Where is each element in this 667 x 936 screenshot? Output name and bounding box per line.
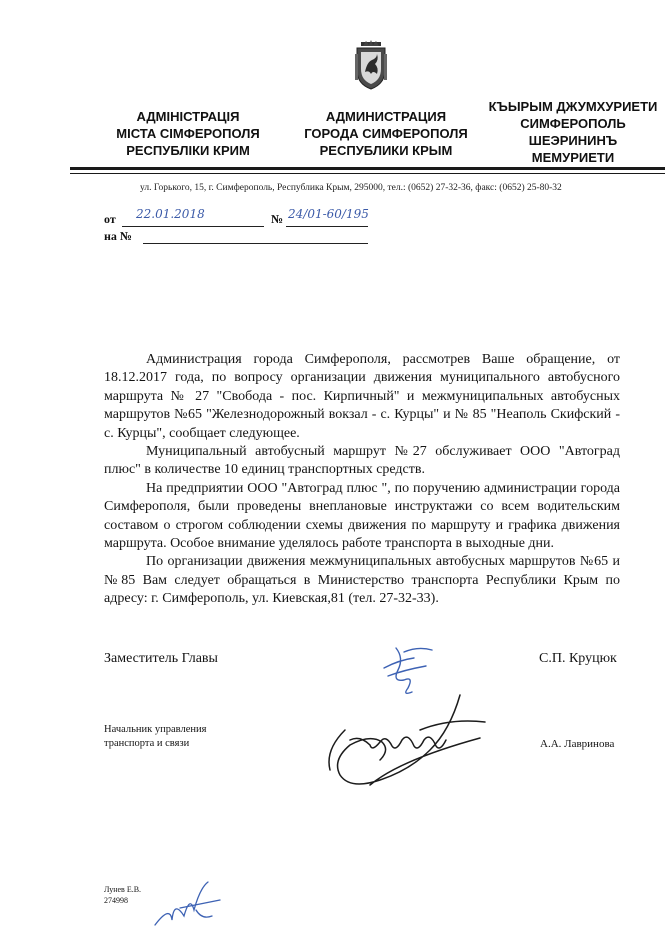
reply-label: на № (104, 229, 132, 243)
header-divider-thin (70, 173, 665, 174)
coat-of-arms-icon (353, 40, 389, 90)
header-center-line-3: РЕСПУБЛИКИ КРЫМ (319, 143, 453, 158)
header-divider-thick (70, 167, 665, 170)
executor-name: Лунев Е.В. (104, 885, 142, 894)
header-center-line-1: АДМИНИСТРАЦИЯ (325, 109, 447, 124)
number-label: № (271, 212, 284, 226)
header-right-line-4: МЕМУРИЕТИ (531, 150, 615, 165)
executor-block (104, 884, 141, 906)
header-right-line-3: ШЕЭРИНИНЪ (528, 133, 618, 148)
deputy-name: С.П. Круцюк (539, 651, 617, 666)
body-paragraph-1: Администрация города Симферополя, рассмотрев Ваше обращение, от 18.12.2017 года, по вопросу организации движения муниципального автобусного маршрута № 27 "Свобода - пос. Кирпичный" и межмуниципальных автобусных маршрутов №65 "Железнодорожный вокзал - с. Курцы" и № 85 "Неаполь Скифский - с. Курцы", сообщает следующее. (104, 352, 620, 441)
reply-field-line (143, 228, 368, 244)
head-signature-icon (310, 690, 500, 800)
number-handwritten: 24/01-60/195 (288, 207, 369, 221)
head-title (104, 723, 206, 751)
deputy-title: Заместитель Главы (104, 651, 218, 666)
head-title-line-2: транспорта и связи (104, 738, 190, 749)
body-paragraph-4: По организации движения межмуниципальных автобусных маршрутов №65 и №85 Вам следует обращаться в Министерство транспорта Республики Крым по адресу: г. Симферополь, ул. Киевская,81 (тел. 27-32-33). (104, 554, 620, 607)
letter-body (104, 351, 620, 609)
head-name: А.А. Лавринова (540, 738, 615, 750)
head-title-line-1: Начальник управления (104, 724, 207, 735)
executor-signature-icon (150, 880, 230, 930)
header-center-block (286, 108, 486, 159)
executor-phone: 274998 (104, 896, 128, 905)
header-left-line-2: МІСТА СІМФЕРОПОЛЯ (116, 126, 260, 141)
header-address: ул. Горького, 15, г. Симферополь, Республика Крым, 295000, тел.: (0652) 27-32-36, факс: (0652) 25-80-32 (140, 183, 562, 193)
from-label: от (104, 212, 116, 226)
date-handwritten: 22.01.2018 (136, 207, 205, 221)
header-left-block (88, 108, 288, 159)
body-paragraph-2: Муниципальный автобусный маршрут №27 обслуживает ООО "Автоград плюс" в количестве 10 единиц транспортных средств. (104, 444, 620, 478)
header-right-line-2: СИМФЕРОПОЛЬ (520, 116, 626, 131)
header-right-line-1: КЪЫРЫМ ДЖУМХУРИЕТИ (488, 99, 658, 114)
header-center-line-2: ГОРОДА СИМФЕРОПОЛЯ (304, 126, 468, 141)
header-left-line-1: АДМІНІСТРАЦІЯ (136, 109, 240, 124)
body-paragraph-3: На предприятии ООО "Автоград плюс ", по поручению администрации города Симферополя, были проведены внеплановые инструктажи со всем водительским составом о строгом соблюдении схемы движения по маршруту и графика движения маршрута. Особое внимание уделялось работе транспорта в выходные дни. (104, 480, 620, 552)
header-left-line-3: РЕСПУБЛІКИ КРИМ (126, 143, 250, 158)
header-right-block (486, 98, 660, 166)
